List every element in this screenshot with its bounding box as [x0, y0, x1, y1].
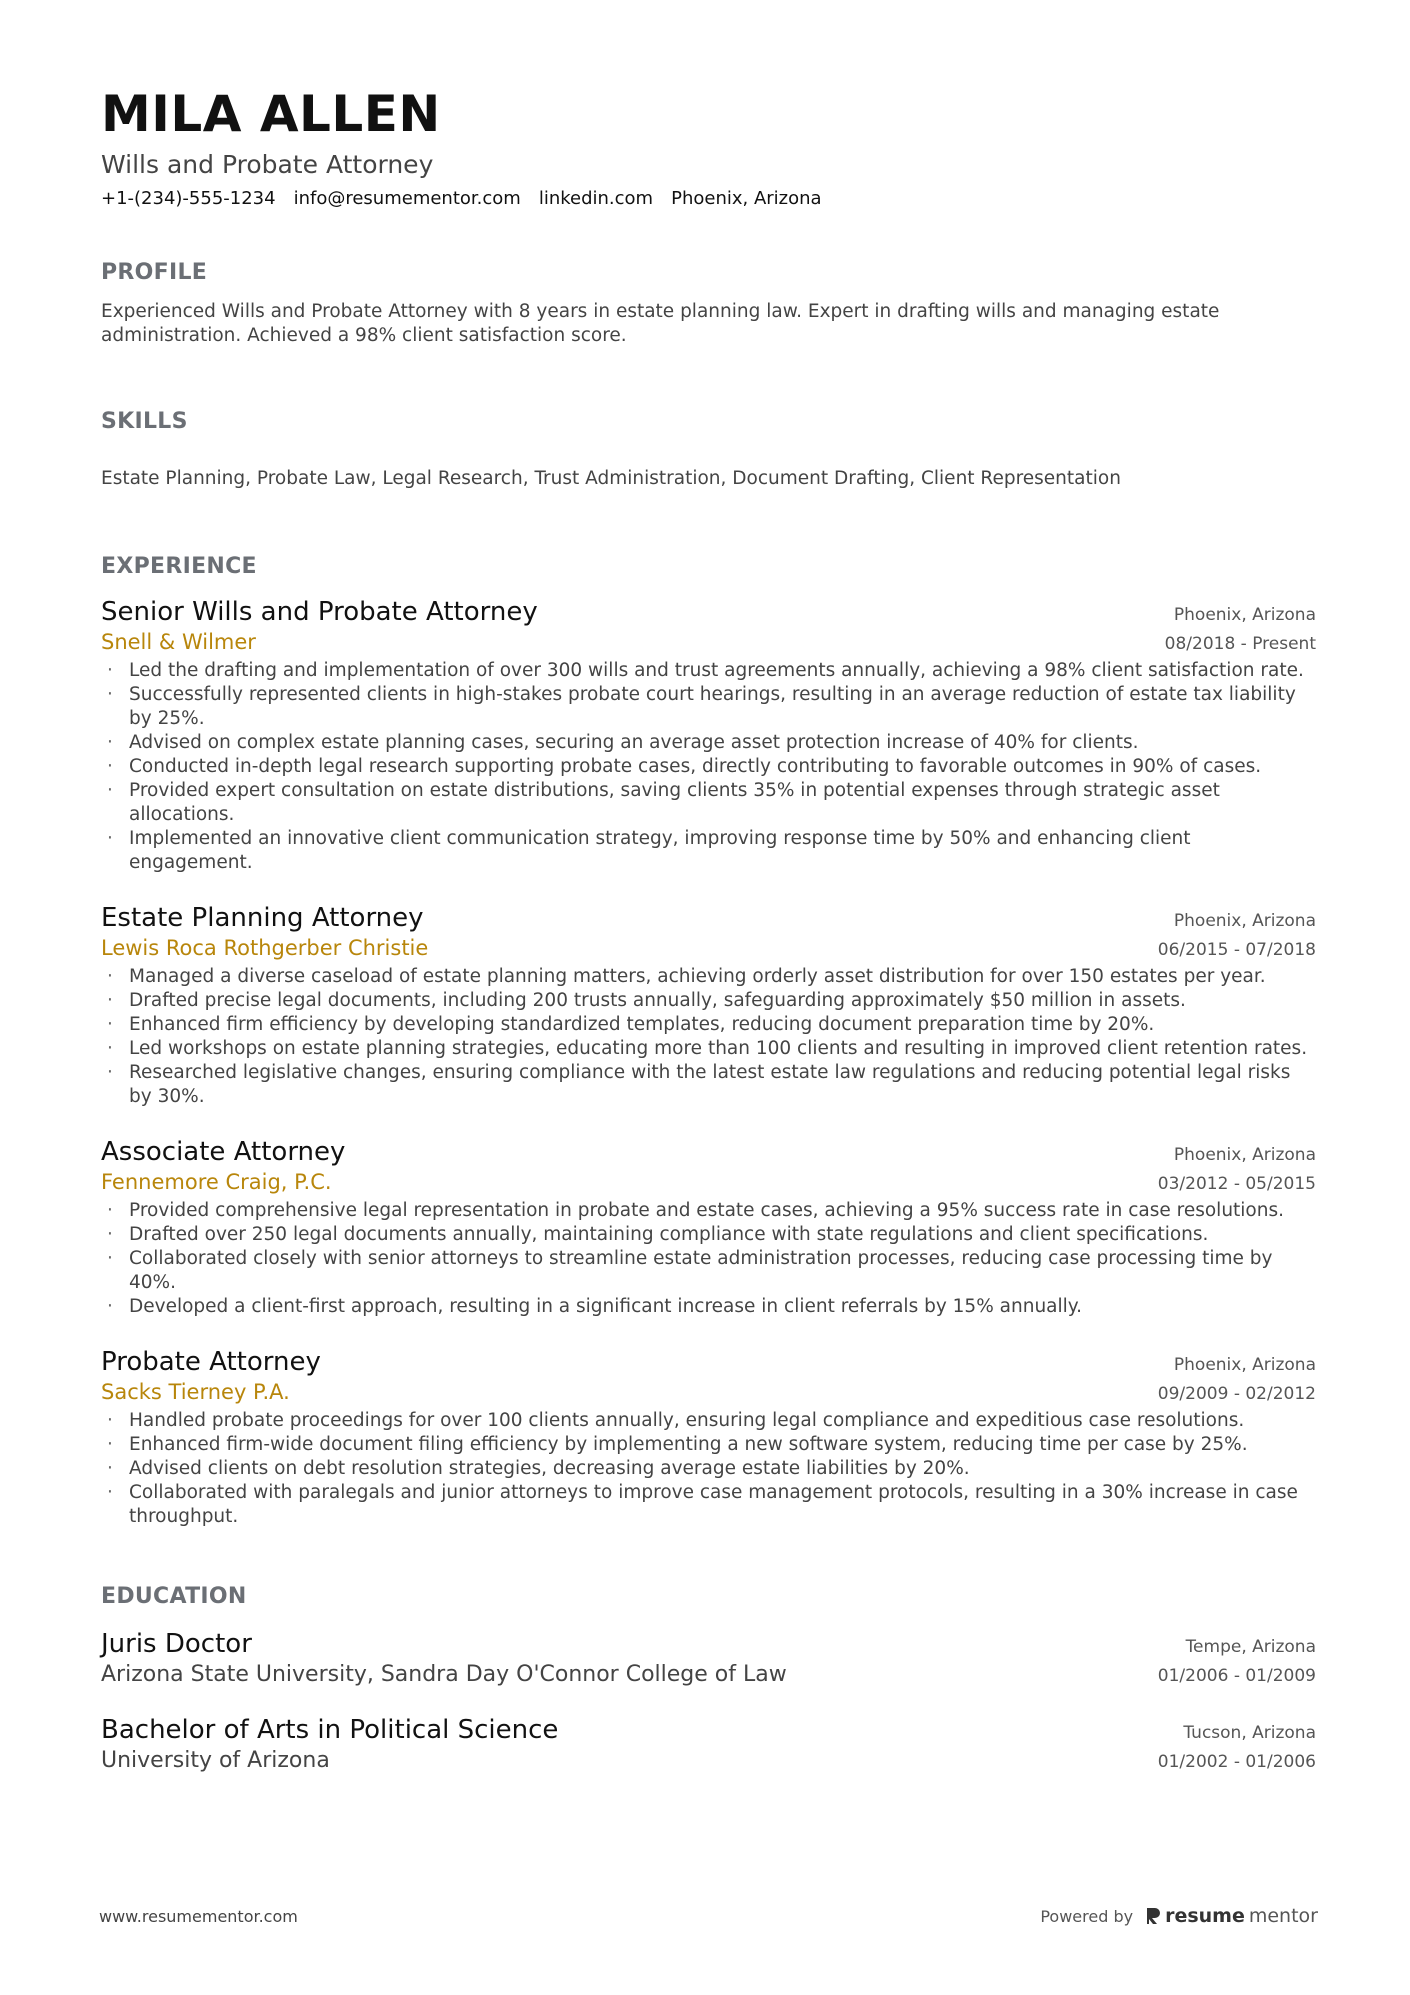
job-bullet: · Collaborated with paralegals and junior attorneys to improve case management protocols, resulting in a 30% increase in case throughput. [101, 1481, 1316, 1529]
job-bullet: · Collaborated closely with senior attorneys to streamline estate administration processes, reducing case processing time by 40%. [101, 1247, 1316, 1295]
job-bullets [101, 1409, 1316, 1529]
job-dates: 08/2018 - Present [1164, 634, 1316, 654]
contact-phone: +1-(234)-555-1234 [101, 188, 276, 209]
skills-heading: SKILLS [101, 409, 188, 434]
job-dates: 03/2012 - 05/2015 [1157, 1174, 1316, 1194]
job-bullet: · Successfully represented clients in high-stakes probate court hearings, resulting in an average reduction of estate tax liability by 25%. [101, 683, 1316, 731]
job-title: Associate Attorney [101, 1137, 346, 1167]
job-location: Phoenix, Arizona [1173, 1145, 1316, 1165]
resume-content [101, 82, 1316, 1776]
brand-name-light: mentor [1248, 1905, 1318, 1927]
job-bullet: · Enhanced firm efficiency by developing standardized templates, reducing document preparation time by 20%. [101, 1013, 1316, 1037]
page-footer [99, 1905, 1318, 1927]
job-bullet: · Enhanced firm-wide document filing efficiency by implementing a new software system, reducing time per case by 25%. [101, 1433, 1316, 1457]
job-bullet: · Led the drafting and implementation of over 300 wills and trust agreements annually, achieving a 98% client satisfaction rate. [101, 659, 1316, 683]
candidate-title: Wills and Probate Attorney [101, 150, 434, 179]
candidate-name: MILA ALLEN [101, 85, 441, 143]
contact-location: Phoenix, Arizona [671, 188, 822, 209]
job-title: Senior Wills and Probate Attorney [101, 597, 538, 627]
education-entry [101, 1628, 1316, 1690]
contact-linkedin[interactable]: linkedin.com [538, 188, 654, 209]
job-bullet: · Developed a client-first approach, resulting in a significant increase in client referrals by 15% annually. [101, 1295, 1316, 1319]
brand-logo[interactable] [1145, 1905, 1318, 1927]
education-section [101, 1582, 1316, 1776]
experience-heading: EXPERIENCE [101, 554, 257, 579]
job-dates: 06/2015 - 07/2018 [1157, 940, 1316, 960]
education-entry [101, 1714, 1316, 1776]
job-bullet: · Researched legislative changes, ensuring compliance with the latest estate law regulations and reducing potential legal risks by 30%. [101, 1061, 1316, 1109]
skills-text: Estate Planning, Probate Law, Legal Research, Trust Administration, Document Drafting, Client Representation [101, 468, 1121, 489]
job-dates: 09/2009 - 02/2012 [1157, 1384, 1316, 1404]
job-title: Estate Planning Attorney [101, 903, 424, 933]
job-bullet: · Provided expert consultation on estate distributions, saving clients 35% in potential expenses through strategic asset allocations. [101, 779, 1316, 827]
school: University of Arizona [101, 1748, 330, 1773]
resumementor-logo-icon [1145, 1906, 1161, 1926]
footer-url[interactable]: www.resumementor.com [99, 1906, 298, 1926]
contact-email[interactable]: info@resumementor.com [293, 188, 521, 209]
job-entry [101, 1136, 1316, 1319]
job-entry [101, 902, 1316, 1109]
job-company: Snell & Wilmer [101, 630, 256, 654]
job-entry [101, 1346, 1316, 1529]
job-company: Lewis Roca Rothgerber Christie [101, 936, 429, 960]
profile-heading: PROFILE [101, 260, 208, 285]
resume-header [101, 82, 1316, 212]
job-bullet: · Drafted over 250 legal documents annually, maintaining compliance with state regulations and client specifications. [101, 1223, 1316, 1247]
degree: Bachelor of Arts in Political Science [101, 1715, 559, 1745]
education-location: Tempe, Arizona [1185, 1637, 1316, 1657]
skills-section [101, 407, 1316, 491]
job-entry [101, 596, 1316, 875]
job-bullet: · Implemented an innovative client communication strategy, improving response time by 50% and enhancing client engagement. [101, 827, 1316, 875]
contact-line [101, 186, 1316, 212]
profile-text: Experienced Wills and Probate Attorney with 8 years in estate planning law. Expert in drafting wills and managing estate administration. Achieved a 98% client satisfaction score. [101, 301, 1220, 346]
job-bullet: · Handled probate proceedings for over 100 clients annually, ensuring legal compliance and expeditious case resolutions. [101, 1409, 1316, 1433]
education-dates: 01/2002 - 01/2006 [1157, 1752, 1316, 1772]
job-bullets [101, 659, 1316, 875]
powered-by [1040, 1905, 1318, 1927]
job-bullet: · Conducted in-depth legal research supporting probate cases, directly contributing to favorable outcomes in 90% of cases. [101, 755, 1316, 779]
job-title: Probate Attorney [101, 1347, 321, 1377]
powered-by-label: Powered by [1040, 1906, 1134, 1926]
job-bullet: · Drafted precise legal documents, including 200 trusts annually, safeguarding approximately $50 million in assets. [101, 989, 1316, 1013]
job-company: Sacks Tierney P.A. [101, 1380, 290, 1404]
profile-section [101, 258, 1316, 348]
job-bullet: · Led workshops on estate planning strategies, educating more than 100 clients and resulting in improved client retention rates. [101, 1037, 1316, 1061]
job-bullet: · Provided comprehensive legal representation in probate and estate cases, achieving a 95% success rate in case resolutions. [101, 1199, 1316, 1223]
job-company: Fennemore Craig, P.C. [101, 1170, 332, 1194]
job-bullet: · Advised on complex estate planning cases, securing an average asset protection increase of 40% for clients. [101, 731, 1316, 755]
education-heading: EDUCATION [101, 1584, 247, 1609]
job-location: Phoenix, Arizona [1173, 605, 1316, 625]
job-location: Phoenix, Arizona [1173, 911, 1316, 931]
experience-section [101, 552, 1316, 1529]
job-bullet: · Advised clients on debt resolution strategies, decreasing average estate liabilities by 20%. [101, 1457, 1316, 1481]
brand-name-bold: resume [1165, 1905, 1245, 1927]
education-dates: 01/2006 - 01/2009 [1157, 1666, 1316, 1686]
job-bullets [101, 1199, 1316, 1319]
school: Arizona State University, Sandra Day O'Connor College of Law [101, 1662, 787, 1687]
job-location: Phoenix, Arizona [1173, 1355, 1316, 1375]
job-bullet: · Managed a diverse caseload of estate planning matters, achieving orderly asset distribution for over 150 estates per year. [101, 965, 1316, 989]
job-bullets [101, 965, 1316, 1109]
education-location: Tucson, Arizona [1183, 1723, 1316, 1743]
degree: Juris Doctor [101, 1629, 252, 1659]
